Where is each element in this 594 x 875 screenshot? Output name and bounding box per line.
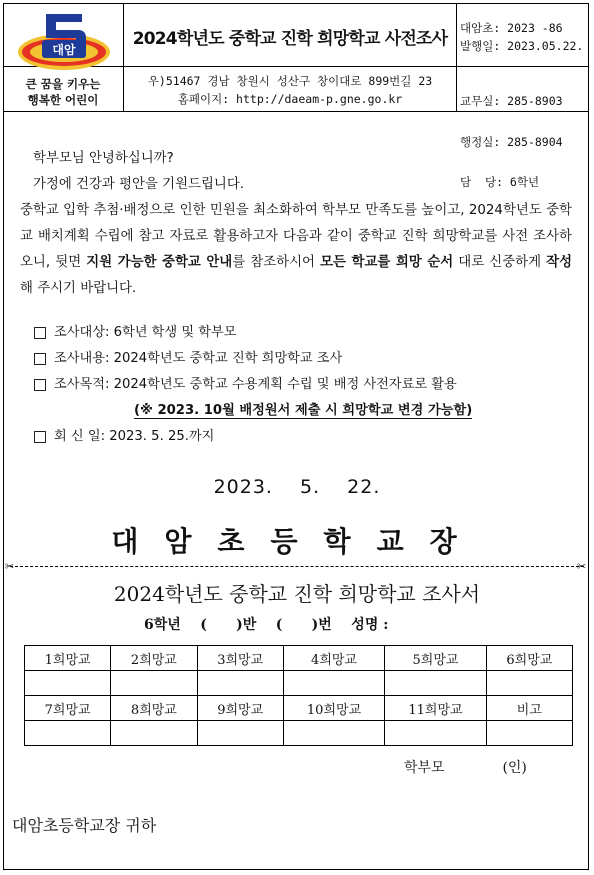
detail-item <box>34 320 574 346</box>
school-emblem-icon <box>16 10 112 74</box>
detail-text: 조사목적: 2024학년도 중학교 수용계획 수립 및 배정 사전자료로 활용 <box>54 377 457 392</box>
checkbox-icon <box>34 431 46 443</box>
checkbox-icon <box>34 379 46 391</box>
entry-cell[interactable] <box>111 671 197 696</box>
table-header: 8희망교 <box>111 696 197 721</box>
issue-date: 발행일: 2023.05.22. <box>460 39 584 53</box>
paragraph-text: 대로 신중하게 <box>458 255 547 270</box>
paragraph-text: 중학교 입학 추첨·배정으로 인한 민원을 최소화하여 학부모 만족도를 높이고, 2024학년도 중학교 배치계획 수립에 참고 자료로 활용하고자 다음과 같이 중학교 진학 희망학교를 사전 조사하오니, 뒷면 <box>20 203 572 270</box>
seal-mark: (인) <box>502 760 527 776</box>
paragraph-bold: 모든 학교를 희망 순서 <box>320 255 454 270</box>
detail-item <box>34 424 574 450</box>
greeting: 학부모님 안녕하십니까? <box>33 151 174 166</box>
school-address: 우)51467 경남 창원시 성산구 창이대로 899번길 23 <box>147 74 433 88</box>
doc-number: 대암초: 2023 -86 <box>460 21 563 35</box>
table-header: 2희망교 <box>111 646 197 671</box>
entry-cell[interactable] <box>486 671 572 696</box>
parent-label: 학부모 <box>404 760 445 776</box>
detail-text: 조사내용: 2024학년도 중학교 진학 희망학교 조사 <box>54 351 343 366</box>
admin-phone: 행정실: 285-8904 <box>460 134 563 149</box>
entry-cell[interactable] <box>25 721 111 746</box>
table-row <box>25 696 573 721</box>
table-header: 10희망교 <box>283 696 384 721</box>
table-row <box>25 646 573 671</box>
detail-item <box>34 346 574 372</box>
entry-cell[interactable] <box>283 721 384 746</box>
detail-item <box>34 372 574 398</box>
table-header: 7희망교 <box>25 696 111 721</box>
logo-text: 대암 <box>52 43 76 57</box>
letter-date: 2023. 5. 22. <box>213 476 381 498</box>
scissors-icon: ✂ <box>5 560 15 573</box>
paragraph-bold: 지원 가능한 중학교 안내 <box>86 255 233 270</box>
entry-cell[interactable] <box>385 671 486 696</box>
header-divider <box>456 3 457 111</box>
note-text: (※ 2023. 10월 배정원서 제출 시 희망학교 변경 가능함) <box>134 403 473 418</box>
change-note <box>34 398 574 424</box>
letter-body <box>20 146 572 302</box>
preference-table <box>24 645 573 746</box>
entry-cell[interactable] <box>385 721 486 746</box>
entry-cell[interactable] <box>283 671 384 696</box>
header-divider <box>123 66 589 67</box>
manager: 담 당: 6학년 <box>460 175 540 189</box>
paragraph-text: 해 주시기 바랍니다. <box>20 281 137 296</box>
form-title: 2024학년도 중학교 진학 희망학교 조사서 <box>113 582 481 606</box>
entry-cell[interactable] <box>486 721 572 746</box>
entry-cell[interactable] <box>25 671 111 696</box>
document-title: 2024학년도 중학교 진학 희망학교 사전조사 <box>132 28 448 49</box>
detail-text: 조사대상: 6학년 학생 및 학부모 <box>54 325 237 340</box>
entry-cell[interactable] <box>197 721 283 746</box>
wish: 가정에 건강과 평안을 기원드립니다. <box>33 177 245 192</box>
scissors-icon: ✂ <box>577 560 587 573</box>
principal-signature: 대암초등학교장 <box>111 525 483 558</box>
school-motto <box>5 76 121 108</box>
table-header: 1희망교 <box>25 646 111 671</box>
survey-details <box>34 320 574 450</box>
table-header: 비고 <box>486 696 572 721</box>
entry-cell[interactable] <box>111 721 197 746</box>
parent-signature-line[interactable] <box>404 757 527 777</box>
student-info-line[interactable]: 6학년 ( )반 ( )번 성명 : <box>144 617 389 633</box>
table-header: 6희망교 <box>486 646 572 671</box>
checkbox-icon <box>34 327 46 339</box>
table-header: 5희망교 <box>385 646 486 671</box>
motto-line: 행복한 어린이 <box>27 93 99 107</box>
table-header: 3희망교 <box>197 646 283 671</box>
reply-deadline: 회 신 일: 2023. 5. 25.까지 <box>54 429 215 444</box>
table-header: 4희망교 <box>283 646 384 671</box>
table-header: 11희망교 <box>385 696 486 721</box>
cut-line <box>10 566 584 567</box>
table-row <box>25 721 573 746</box>
checkbox-icon <box>34 353 46 365</box>
paragraph-bold: 작성 <box>546 255 573 270</box>
school-contact <box>124 72 456 108</box>
addressee: 대암초등학교장 귀하 <box>12 816 157 835</box>
school-homepage: 홈페이지: http://daeam-p.gne.go.kr <box>177 92 403 106</box>
letter-paragraph <box>20 198 572 302</box>
table-row <box>25 671 573 696</box>
entry-cell[interactable] <box>197 671 283 696</box>
office-phone: 교무실: 285-8903 <box>460 94 563 108</box>
paragraph-text: 를 참조하시어 <box>232 255 321 270</box>
table-header: 9희망교 <box>197 696 283 721</box>
motto-line: 큰 꿈을 키우는 <box>25 77 101 91</box>
